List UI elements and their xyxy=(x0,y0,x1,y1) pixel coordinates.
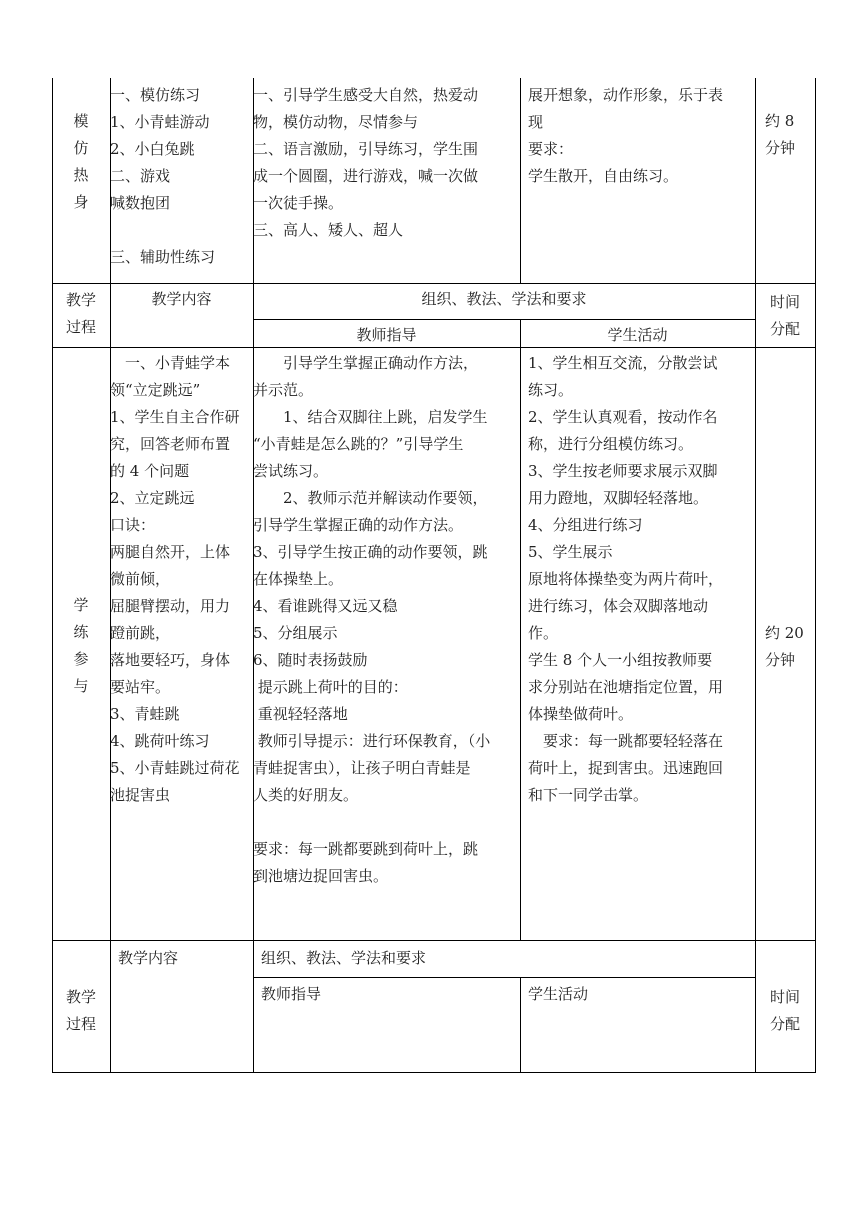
header2-process: 教学 过程 xyxy=(65,988,96,1033)
table-right-border xyxy=(815,78,816,1073)
header2-teacher: 教师指导 xyxy=(261,985,322,1003)
header-content: 教学内容 xyxy=(151,290,212,308)
practice-content: 一、小青蛙学本 领“立定跳远” 1、学生自主合作研 究，回答老师布置 的 4 个问题 2、立定跳远 口诀： 两腿自然开，上体 微前倾， 屈腿臂摆动，用力 蹬前跳， 落地要轻巧，身体 要站牢。 3、青蛙跳 4、跳荷叶练习 5、小青蛙跳过荷花 池捉害虫 xyxy=(110,354,240,804)
header-process: 教学 过程 xyxy=(65,291,96,336)
row-divider xyxy=(52,940,815,941)
header2-time: 时间 分配 xyxy=(769,988,800,1033)
header-time: 时间 分配 xyxy=(769,293,800,338)
practice-student-activity: 1、学生相互交流，分散尝试 练习。 2、学生认真观看，按动作名 称，进行分组模仿练习。 3、学生按老师要求展示双脚 用力蹬地，双脚轻轻落地。 4、分组进行练习 5、学生展示 原地将体操垫变为两片荷叶， 进行练习，体会双脚落地动 作。 学生 8 个人一小组按教师要 求分别站在池塘指定位置，用 体操垫做荷叶。 要求：每一跳都要轻轻落在 荷叶上，捉到害虫。迅速跑回 和下一同学击掌。 xyxy=(528,354,724,804)
column-divider xyxy=(520,78,521,284)
row-divider xyxy=(253,977,755,978)
warmup-time: 约 8 分钟 xyxy=(765,112,796,157)
column-divider xyxy=(520,319,521,941)
header-student: 学生活动 xyxy=(607,326,668,344)
column-divider xyxy=(755,78,756,1073)
practice-time: 约 20 分钟 xyxy=(765,624,804,669)
row-divider xyxy=(253,319,755,320)
header2-org: 组织、教法、学法和要求 xyxy=(261,949,427,967)
warmup-teacher-guidance: 一、引导学生感受大自然，热爱动 物，模仿动物，尽情参与 二、语言激励，引导练习，学生围 成一个圆圈，进行游戏，喊一次做 一次徒手操。 三、高人、矮人、超人 xyxy=(253,86,479,239)
header-org: 组织、教法、学法和要求 xyxy=(421,290,587,308)
row-divider xyxy=(52,283,815,284)
warmup-content: 一、模仿练习 1、小青蛙游动 2、小白兔跳 二、游戏 喊数抱团 三、辅助性练习 xyxy=(110,86,216,266)
table-bottom-border xyxy=(52,1072,815,1073)
stage-label-practice: 学 练 参 与 xyxy=(73,596,89,695)
header-teacher: 教师指导 xyxy=(356,326,417,344)
stage-label-warmup: 模 仿 热 身 xyxy=(73,112,89,211)
column-divider xyxy=(520,977,521,1073)
header2-student: 学生活动 xyxy=(528,985,589,1003)
practice-teacher-guidance: 引导学生掌握正确动作方法， 并示范。 1、结合双脚往上跳，启发学生 “小青蛙是怎么跳的？”引导学生 尝试练习。 2、教师示范并解读动作要领， 引导学生掌握正确的动作方法。 3、引导学生按正确的动作要领，跳 在体操垫上。 4、看谁跳得又远又稳 5、分组展示 6、随时表扬鼓励 提示跳上荷叶的目的： 重视轻轻落地 教师引导提示：进行环保教育，（小 青蛙捉害虫），让孩子明白青蛙是 人类的好朋友。 要求：每一跳都要跳到荷叶上，跳 到池塘边捉回害虫。 xyxy=(253,354,491,885)
header2-content: 教学内容 xyxy=(118,949,179,967)
table-left-border xyxy=(52,78,53,1073)
warmup-student-activity: 展开想象，动作形象，乐于表 现 要求： 学生散开，自由练习。 xyxy=(528,86,724,185)
